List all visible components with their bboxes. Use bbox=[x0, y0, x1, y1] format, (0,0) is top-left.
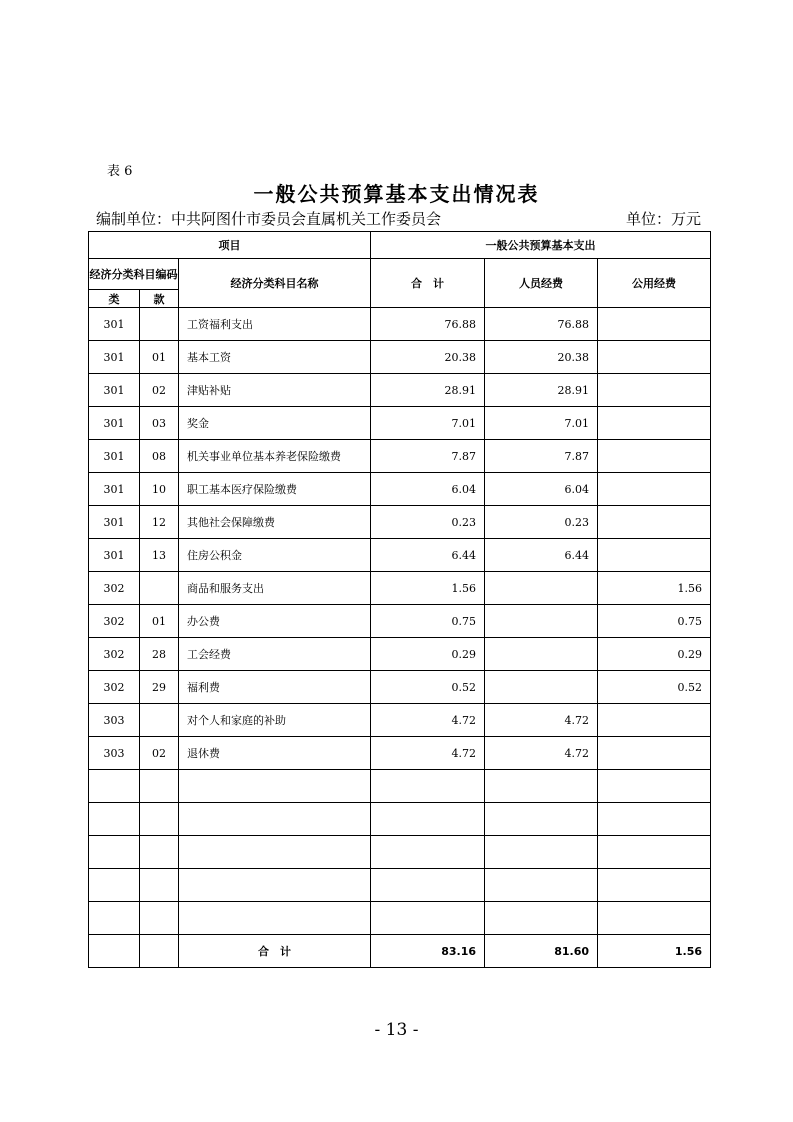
cell-kuan bbox=[140, 704, 179, 737]
page-number: - 13 - bbox=[374, 1020, 419, 1040]
total-row bbox=[89, 935, 711, 968]
cell-public bbox=[598, 374, 711, 407]
budget-table bbox=[88, 231, 711, 968]
cell-total: 7.87 bbox=[371, 440, 485, 473]
header-personnel: 人员经费 bbox=[485, 259, 598, 308]
cell-lei bbox=[89, 869, 140, 902]
unit-line: 单位：万元 bbox=[625, 210, 701, 228]
document-title: 一般公共预算基本支出情况表 bbox=[253, 182, 540, 206]
cell-lei: 303 bbox=[89, 737, 140, 770]
cell-lei: 302 bbox=[89, 572, 140, 605]
cell-name: 对个人和家庭的补助 bbox=[179, 704, 371, 737]
table-row bbox=[89, 704, 711, 737]
cell-lei: 301 bbox=[89, 473, 140, 506]
cell-lei: 301 bbox=[89, 308, 140, 341]
cell-lei bbox=[89, 803, 140, 836]
cell-total bbox=[371, 836, 485, 869]
cell-name: 其他社会保障缴费 bbox=[179, 506, 371, 539]
table-row bbox=[89, 473, 711, 506]
cell-lei: 301 bbox=[89, 341, 140, 374]
cell-public bbox=[598, 473, 711, 506]
cell-name: 商品和服务支出 bbox=[179, 572, 371, 605]
cell-total: 28.91 bbox=[371, 374, 485, 407]
total-empty-lei bbox=[89, 935, 140, 968]
cell-lei: 301 bbox=[89, 440, 140, 473]
cell-personnel: 20.38 bbox=[485, 341, 598, 374]
table-row bbox=[89, 902, 711, 935]
cell-name: 福利费 bbox=[179, 671, 371, 704]
cell-total bbox=[371, 770, 485, 803]
cell-name: 工资福利支出 bbox=[179, 308, 371, 341]
cell-total: 6.44 bbox=[371, 539, 485, 572]
cell-kuan: 12 bbox=[140, 506, 179, 539]
cell-public: 0.75 bbox=[598, 605, 711, 638]
cell-kuan: 02 bbox=[140, 737, 179, 770]
header-row-1 bbox=[89, 232, 711, 259]
cell-kuan bbox=[140, 869, 179, 902]
cell-public bbox=[598, 704, 711, 737]
cell-total: 20.38 bbox=[371, 341, 485, 374]
total-empty-kuan bbox=[140, 935, 179, 968]
header-code: 经济分类科目编码 bbox=[89, 259, 179, 290]
cell-public bbox=[598, 308, 711, 341]
table-row bbox=[89, 572, 711, 605]
table-row bbox=[89, 605, 711, 638]
header-project: 项目 bbox=[89, 232, 371, 259]
cell-public bbox=[598, 770, 711, 803]
cell-public bbox=[598, 902, 711, 935]
cell-kuan: 08 bbox=[140, 440, 179, 473]
cell-kuan bbox=[140, 836, 179, 869]
table-row bbox=[89, 407, 711, 440]
cell-personnel: 7.01 bbox=[485, 407, 598, 440]
table-row bbox=[89, 506, 711, 539]
cell-public bbox=[598, 737, 711, 770]
cell-name bbox=[179, 869, 371, 902]
cell-public bbox=[598, 869, 711, 902]
table-row bbox=[89, 869, 711, 902]
cell-name: 职工基本医疗保险缴费 bbox=[179, 473, 371, 506]
cell-personnel bbox=[485, 869, 598, 902]
header-lei: 类 bbox=[89, 290, 140, 308]
header-public: 公用经费 bbox=[598, 259, 711, 308]
cell-lei: 303 bbox=[89, 704, 140, 737]
cell-personnel bbox=[485, 902, 598, 935]
cell-name bbox=[179, 803, 371, 836]
organization-line: 编制单位：中共阿图什市委员会直属机关工作委员会 bbox=[96, 210, 442, 228]
header-name: 经济分类科目名称 bbox=[179, 259, 371, 308]
cell-name: 基本工资 bbox=[179, 341, 371, 374]
header-row-2 bbox=[89, 259, 711, 290]
cell-personnel bbox=[485, 638, 598, 671]
table-row bbox=[89, 638, 711, 671]
table-row bbox=[89, 374, 711, 407]
cell-public bbox=[598, 506, 711, 539]
table-row bbox=[89, 671, 711, 704]
cell-public: 1.56 bbox=[598, 572, 711, 605]
cell-public bbox=[598, 341, 711, 374]
cell-total bbox=[371, 902, 485, 935]
cell-personnel: 6.44 bbox=[485, 539, 598, 572]
total-personnel: 81.60 bbox=[485, 935, 598, 968]
total-sum: 83.16 bbox=[371, 935, 485, 968]
table-row bbox=[89, 737, 711, 770]
cell-lei bbox=[89, 902, 140, 935]
cell-name bbox=[179, 770, 371, 803]
cell-personnel bbox=[485, 605, 598, 638]
cell-total bbox=[371, 869, 485, 902]
cell-public bbox=[598, 836, 711, 869]
cell-kuan: 03 bbox=[140, 407, 179, 440]
cell-kuan bbox=[140, 572, 179, 605]
cell-name: 办公费 bbox=[179, 605, 371, 638]
cell-total: 4.72 bbox=[371, 704, 485, 737]
cell-total: 4.72 bbox=[371, 737, 485, 770]
cell-personnel bbox=[485, 803, 598, 836]
cell-personnel bbox=[485, 770, 598, 803]
cell-total: 7.01 bbox=[371, 407, 485, 440]
cell-name: 津贴补贴 bbox=[179, 374, 371, 407]
table-row bbox=[89, 341, 711, 374]
cell-personnel: 76.88 bbox=[485, 308, 598, 341]
cell-kuan: 28 bbox=[140, 638, 179, 671]
table-label: 表 6 bbox=[107, 164, 133, 179]
cell-name: 住房公积金 bbox=[179, 539, 371, 572]
cell-personnel: 4.72 bbox=[485, 737, 598, 770]
cell-total bbox=[371, 803, 485, 836]
table-body bbox=[89, 232, 711, 968]
cell-personnel: 4.72 bbox=[485, 704, 598, 737]
cell-public: 0.29 bbox=[598, 638, 711, 671]
cell-name: 机关事业单位基本养老保险缴费 bbox=[179, 440, 371, 473]
cell-lei: 302 bbox=[89, 638, 140, 671]
cell-total: 0.52 bbox=[371, 671, 485, 704]
cell-total: 76.88 bbox=[371, 308, 485, 341]
cell-kuan bbox=[140, 803, 179, 836]
cell-name: 奖金 bbox=[179, 407, 371, 440]
cell-total: 0.29 bbox=[371, 638, 485, 671]
table-row bbox=[89, 770, 711, 803]
table-row bbox=[89, 308, 711, 341]
cell-public bbox=[598, 440, 711, 473]
cell-lei bbox=[89, 770, 140, 803]
cell-name: 退休费 bbox=[179, 737, 371, 770]
cell-kuan: 01 bbox=[140, 605, 179, 638]
cell-kuan: 01 bbox=[140, 341, 179, 374]
cell-kuan bbox=[140, 770, 179, 803]
header-kuan: 款 bbox=[140, 290, 179, 308]
table-row bbox=[89, 836, 711, 869]
cell-public: 0.52 bbox=[598, 671, 711, 704]
cell-lei: 302 bbox=[89, 605, 140, 638]
cell-name: 工会经费 bbox=[179, 638, 371, 671]
cell-lei: 301 bbox=[89, 539, 140, 572]
cell-personnel bbox=[485, 572, 598, 605]
cell-kuan: 29 bbox=[140, 671, 179, 704]
cell-kuan bbox=[140, 308, 179, 341]
cell-kuan: 02 bbox=[140, 374, 179, 407]
cell-name bbox=[179, 836, 371, 869]
cell-kuan bbox=[140, 902, 179, 935]
cell-personnel bbox=[485, 836, 598, 869]
cell-public bbox=[598, 803, 711, 836]
cell-lei: 301 bbox=[89, 407, 140, 440]
cell-total: 6.04 bbox=[371, 473, 485, 506]
cell-personnel: 6.04 bbox=[485, 473, 598, 506]
cell-personnel bbox=[485, 671, 598, 704]
cell-name bbox=[179, 902, 371, 935]
total-label: 合 计 bbox=[179, 935, 371, 968]
cell-lei: 301 bbox=[89, 374, 140, 407]
total-public: 1.56 bbox=[598, 935, 711, 968]
table-row bbox=[89, 539, 711, 572]
cell-lei: 302 bbox=[89, 671, 140, 704]
cell-lei bbox=[89, 836, 140, 869]
cell-kuan: 13 bbox=[140, 539, 179, 572]
cell-public bbox=[598, 407, 711, 440]
cell-lei: 301 bbox=[89, 506, 140, 539]
table-row bbox=[89, 440, 711, 473]
cell-personnel: 0.23 bbox=[485, 506, 598, 539]
cell-public bbox=[598, 539, 711, 572]
cell-kuan: 10 bbox=[140, 473, 179, 506]
header-expense: 一般公共预算基本支出 bbox=[371, 232, 711, 259]
cell-personnel: 7.87 bbox=[485, 440, 598, 473]
cell-total: 0.23 bbox=[371, 506, 485, 539]
cell-total: 0.75 bbox=[371, 605, 485, 638]
cell-personnel: 28.91 bbox=[485, 374, 598, 407]
cell-total: 1.56 bbox=[371, 572, 485, 605]
table-row bbox=[89, 803, 711, 836]
header-total: 合 计 bbox=[371, 259, 485, 308]
